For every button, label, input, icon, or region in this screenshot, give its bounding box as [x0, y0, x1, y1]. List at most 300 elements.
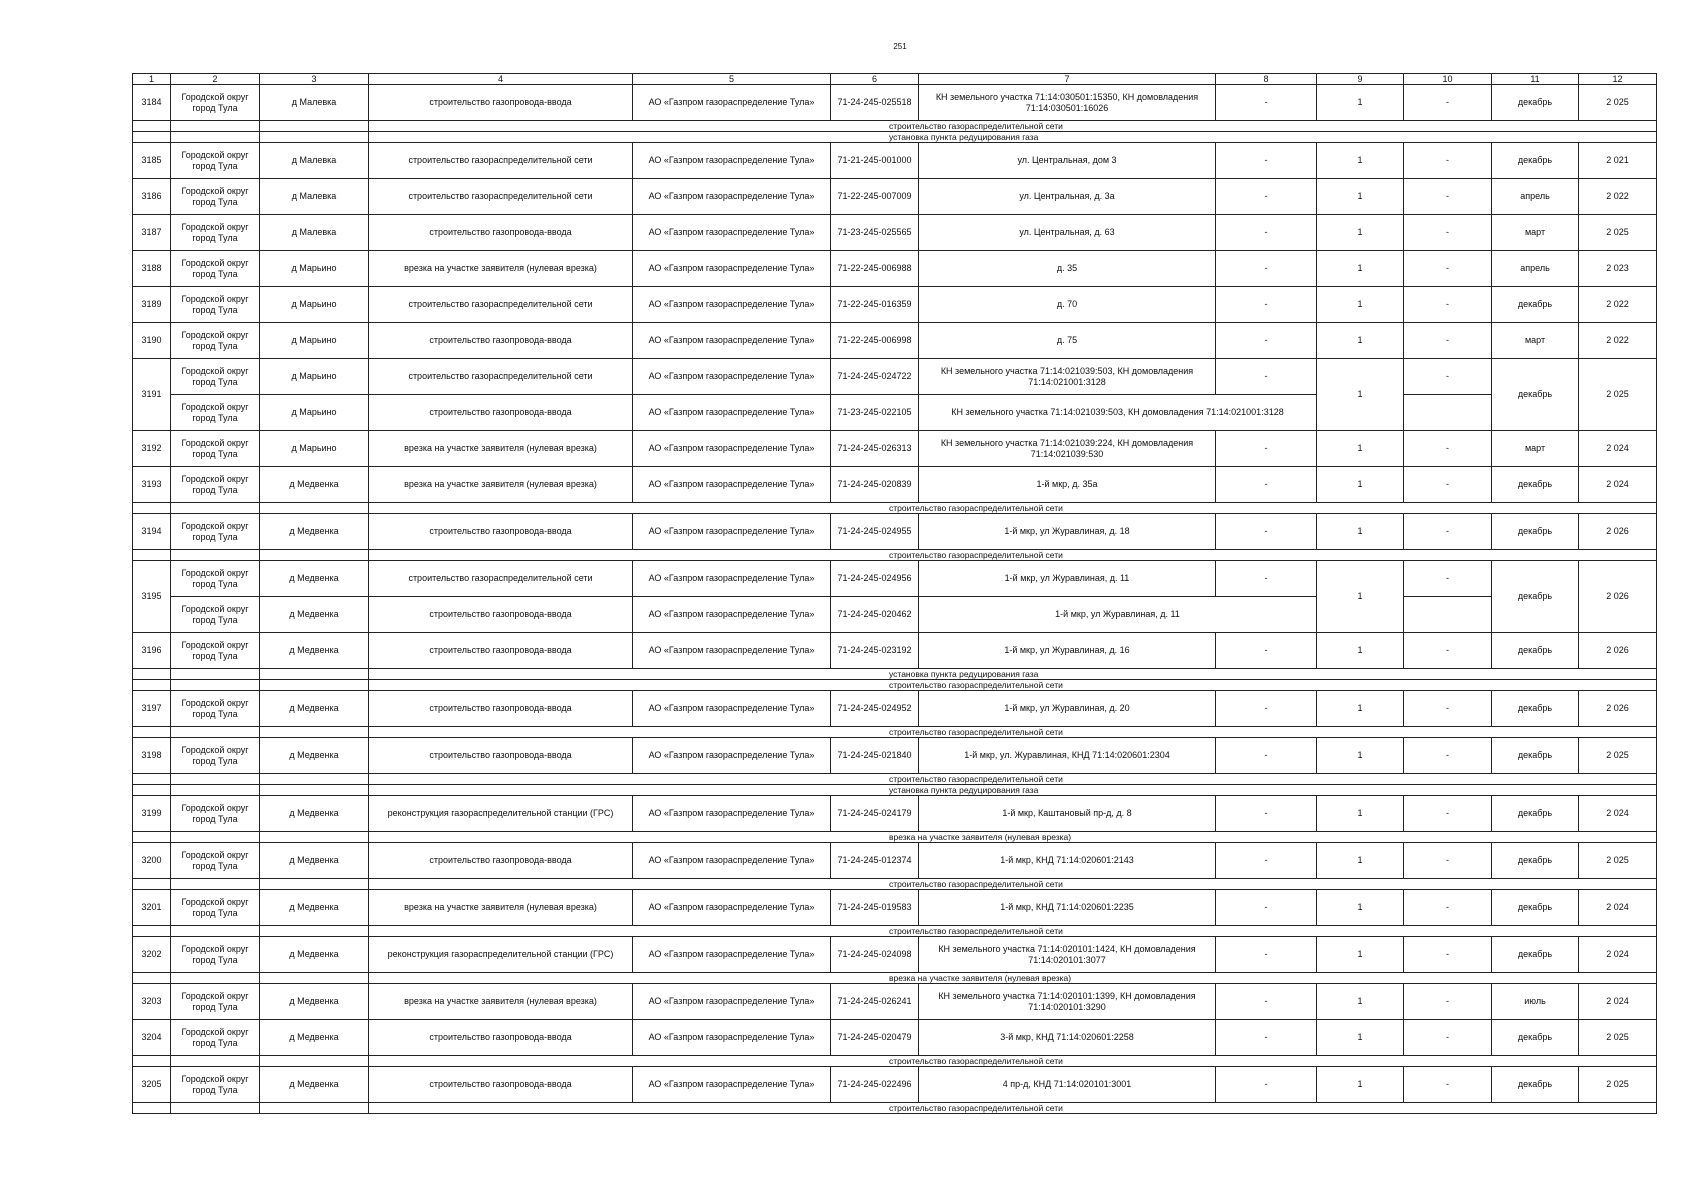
- empty-cell: [133, 503, 171, 514]
- table-cell: декабрь: [1492, 890, 1579, 926]
- empty-cell: [171, 926, 260, 937]
- table-cell: КН земельного участка 71:14:030501:15350, КН домовладения 71:14:030501:16026: [919, 85, 1216, 121]
- table-cell: 2 025: [1579, 1020, 1657, 1056]
- sub-row: [133, 1103, 1657, 1114]
- table-cell: реконструкция газораспределительной станции (ГРС): [369, 796, 633, 832]
- table-row: [133, 937, 1657, 973]
- table-cell: д. 70: [919, 287, 1216, 323]
- sub-row-label: строительство газораспределительной сети: [369, 680, 1657, 691]
- table-row: [133, 287, 1657, 323]
- table-cell: 1-й мкр, Каштановый пр-д, д. 8: [919, 796, 1216, 832]
- table-cell: АО «Газпром газораспределение Тула»: [633, 561, 831, 597]
- table-cell: декабрь: [1492, 843, 1579, 879]
- table-cell: 1: [1317, 843, 1404, 879]
- sub-row: [133, 680, 1657, 691]
- empty-cell: [133, 879, 171, 890]
- table-cell: д Медвенка: [260, 467, 369, 503]
- table-cell: 1-й мкр, ул. Журавлиная, КНД 71:14:020601:2304: [919, 738, 1216, 774]
- data-table: [132, 73, 1657, 1114]
- table-cell: Городской округ город Тула: [171, 1020, 260, 1056]
- table-cell: КН земельного участка 71:14:021039:503, КН домовладения 71:14:021001:3128: [919, 395, 1317, 431]
- empty-cell: [260, 132, 369, 143]
- table-cell: АО «Газпром газораспределение Тула»: [633, 323, 831, 359]
- table-cell: реконструкция газораспределительной станции (ГРС): [369, 937, 633, 973]
- table-cell: 71-23-245-022105: [831, 395, 919, 431]
- sub-row-label: строительство газораспределительной сети: [369, 503, 1657, 514]
- sub-row: [133, 1056, 1657, 1067]
- table-cell: КН земельного участка 71:14:020101:1399, КН домовладения 71:14:020101:3290: [919, 984, 1216, 1020]
- table-cell: декабрь: [1492, 467, 1579, 503]
- table-cell: врезка на участке заявителя (нулевая врезка): [369, 890, 633, 926]
- table-cell: строительство газопровода-ввода: [369, 1067, 633, 1103]
- table-cell: АО «Газпром газораспределение Тула»: [633, 984, 831, 1020]
- table-row: [133, 85, 1657, 121]
- table-cell: д Медвенка: [260, 890, 369, 926]
- column-header: 5: [633, 74, 831, 85]
- table-cell: 2 022: [1579, 323, 1657, 359]
- empty-cell: [260, 727, 369, 738]
- table-cell: 3195: [133, 561, 171, 633]
- table-cell: Городской округ город Тула: [171, 984, 260, 1020]
- table-cell: 1: [1317, 359, 1404, 431]
- table-cell: КН земельного участка 71:14:021039:224, КН домовладения 71:14:021039:530: [919, 431, 1216, 467]
- table-cell: 1: [1317, 691, 1404, 727]
- table-cell: -: [1404, 738, 1492, 774]
- table-cell: строительство газопровода-ввода: [369, 395, 633, 431]
- table-cell: 1: [1317, 561, 1404, 633]
- table-row: [133, 359, 1657, 395]
- table-cell: Городской округ город Тула: [171, 395, 260, 431]
- table-cell: 71-24-245-020839: [831, 467, 919, 503]
- table-cell: 2 025: [1579, 843, 1657, 879]
- table-cell: 71-24-245-024955: [831, 514, 919, 550]
- table-cell: 71-24-245-020479: [831, 1020, 919, 1056]
- table-cell: 3194: [133, 514, 171, 550]
- empty-cell: [171, 121, 260, 132]
- empty-cell: [171, 132, 260, 143]
- table-cell: Городской округ город Тула: [171, 796, 260, 832]
- sub-row: [133, 785, 1657, 796]
- table-cell: 71-24-245-026241: [831, 984, 919, 1020]
- table-cell: апрель: [1492, 179, 1579, 215]
- empty-cell: [133, 1103, 171, 1114]
- empty-cell: [171, 680, 260, 691]
- table-cell: 2 025: [1579, 1067, 1657, 1103]
- empty-cell: [260, 973, 369, 984]
- table-cell: Городской округ город Тула: [171, 843, 260, 879]
- table-cell: ул. Центральная, д. 3а: [919, 179, 1216, 215]
- table-cell: 2 026: [1579, 633, 1657, 669]
- table-cell: декабрь: [1492, 359, 1579, 431]
- table-cell: декабрь: [1492, 143, 1579, 179]
- table-cell: Городской округ город Тула: [171, 738, 260, 774]
- column-header: 11: [1492, 74, 1579, 85]
- table-row: [133, 251, 1657, 287]
- table-cell: 3188: [133, 251, 171, 287]
- table-cell: 2 023: [1579, 251, 1657, 287]
- empty-cell: [260, 774, 369, 785]
- table-cell: декабрь: [1492, 691, 1579, 727]
- table-cell: КН земельного участка 71:14:021039:503, КН домовладения 71:14:021001:3128: [919, 359, 1216, 395]
- table-cell: строительство газопровода-ввода: [369, 843, 633, 879]
- table-cell: Городской округ город Тула: [171, 215, 260, 251]
- table-cell: д Медвенка: [260, 561, 369, 597]
- table-cell: д Медвенка: [260, 738, 369, 774]
- table-cell: д Малевка: [260, 85, 369, 121]
- table-cell: АО «Газпром газораспределение Тула»: [633, 179, 831, 215]
- sub-row-label: врезка на участке заявителя (нулевая врезка): [369, 832, 1657, 843]
- table-cell: -: [1404, 796, 1492, 832]
- sub-row: [133, 132, 1657, 143]
- empty-cell: [260, 926, 369, 937]
- sub-row: [133, 832, 1657, 843]
- table-cell: 3187: [133, 215, 171, 251]
- table-cell: АО «Газпром газораспределение Тула»: [633, 251, 831, 287]
- table-cell: -: [1404, 890, 1492, 926]
- page-number: 251: [893, 42, 907, 51]
- table-row: [133, 323, 1657, 359]
- sub-row: [133, 550, 1657, 561]
- table-cell: 3185: [133, 143, 171, 179]
- empty-cell: [1404, 597, 1492, 633]
- table-cell: -: [1404, 359, 1492, 395]
- table-cell: 1: [1317, 937, 1404, 973]
- empty-cell: [171, 1103, 260, 1114]
- empty-cell: [171, 832, 260, 843]
- table-cell: Городской округ город Тула: [171, 633, 260, 669]
- table-cell: д Медвенка: [260, 1067, 369, 1103]
- sub-row-label: строительство газораспределительной сети: [369, 121, 1657, 132]
- table-cell: 1-й мкр, ул Журавлиная, д. 18: [919, 514, 1216, 550]
- table-row: [133, 395, 1657, 431]
- table-row: [133, 843, 1657, 879]
- table-cell: 2 022: [1579, 287, 1657, 323]
- sub-row-label: строительство газораспределительной сети: [369, 926, 1657, 937]
- table-cell: д Марьино: [260, 251, 369, 287]
- table-cell: -: [1216, 984, 1317, 1020]
- table-cell: 1: [1317, 85, 1404, 121]
- table-cell: 71-24-245-024722: [831, 359, 919, 395]
- table-cell: АО «Газпром газораспределение Тула»: [633, 1020, 831, 1056]
- table-cell: 1: [1317, 1067, 1404, 1103]
- empty-cell: [260, 121, 369, 132]
- table-cell: 1-й мкр, ул Журавлиная, д. 16: [919, 633, 1216, 669]
- table-cell: строительство газораспределительной сети: [369, 179, 633, 215]
- table-cell: строительство газопровода-ввода: [369, 633, 633, 669]
- table-cell: 3204: [133, 1020, 171, 1056]
- table-cell: декабрь: [1492, 1067, 1579, 1103]
- table-cell: -: [1216, 514, 1317, 550]
- empty-cell: [133, 832, 171, 843]
- table-cell: -: [1404, 937, 1492, 973]
- table-row: [133, 796, 1657, 832]
- table-cell: д. 75: [919, 323, 1216, 359]
- table-cell: 3203: [133, 984, 171, 1020]
- table-row: [133, 890, 1657, 926]
- sub-row-label: установка пункта редуцирования газа: [369, 132, 1657, 143]
- table-cell: АО «Газпром газораспределение Тула»: [633, 431, 831, 467]
- table-cell: 71-24-245-024952: [831, 691, 919, 727]
- table-cell: АО «Газпром газораспределение Тула»: [633, 633, 831, 669]
- table-row: [133, 431, 1657, 467]
- table-cell: строительство газораспределительной сети: [369, 143, 633, 179]
- table-cell: декабрь: [1492, 85, 1579, 121]
- table-cell: -: [1404, 431, 1492, 467]
- table-cell: Городской округ город Тула: [171, 561, 260, 597]
- table-cell: -: [1404, 287, 1492, 323]
- table-cell: 71-21-245-001000: [831, 143, 919, 179]
- empty-cell: [171, 774, 260, 785]
- table-cell: 1: [1317, 1020, 1404, 1056]
- table-cell: строительство газопровода-ввода: [369, 85, 633, 121]
- table-cell: строительство газопровода-ввода: [369, 215, 633, 251]
- table-cell: 3190: [133, 323, 171, 359]
- table-cell: АО «Газпром газораспределение Тула»: [633, 843, 831, 879]
- empty-cell: [171, 973, 260, 984]
- empty-cell: [171, 785, 260, 796]
- table-cell: 1: [1317, 287, 1404, 323]
- table-cell: 1: [1317, 890, 1404, 926]
- table-cell: д Марьино: [260, 359, 369, 395]
- sub-row: [133, 774, 1657, 785]
- empty-cell: [133, 1056, 171, 1067]
- table-cell: врезка на участке заявителя (нулевая врезка): [369, 251, 633, 287]
- column-header: 7: [919, 74, 1216, 85]
- empty-cell: [260, 669, 369, 680]
- table-row: [133, 179, 1657, 215]
- empty-cell: [260, 680, 369, 691]
- table-cell: Городской округ город Тула: [171, 514, 260, 550]
- table-cell: 2 024: [1579, 890, 1657, 926]
- table-cell: -: [1404, 843, 1492, 879]
- table-row: [133, 633, 1657, 669]
- table-cell: Городской округ город Тула: [171, 691, 260, 727]
- table-cell: -: [1404, 467, 1492, 503]
- table-cell: строительство газопровода-ввода: [369, 738, 633, 774]
- table-cell: АО «Газпром газораспределение Тула»: [633, 359, 831, 395]
- table-cell: Городской округ город Тула: [171, 359, 260, 395]
- table-cell: -: [1216, 1067, 1317, 1103]
- sub-row: [133, 669, 1657, 680]
- empty-cell: [171, 503, 260, 514]
- table-cell: 1: [1317, 143, 1404, 179]
- table-cell: 1: [1317, 796, 1404, 832]
- table-cell: 2 024: [1579, 431, 1657, 467]
- table-cell: 2 025: [1579, 359, 1657, 431]
- table-cell: Городской округ город Тула: [171, 1067, 260, 1103]
- table-cell: 3192: [133, 431, 171, 467]
- sub-row: [133, 727, 1657, 738]
- table-cell: 71-22-245-006988: [831, 251, 919, 287]
- table-cell: 3201: [133, 890, 171, 926]
- sub-row-label: установка пункта редуцирования газа: [369, 669, 1657, 680]
- table-row: [133, 514, 1657, 550]
- table-cell: -: [1404, 1020, 1492, 1056]
- table-cell: Городской округ город Тула: [171, 251, 260, 287]
- table-row: [133, 691, 1657, 727]
- table-cell: 4 пр-д, КНД 71:14:020101:3001: [919, 1067, 1216, 1103]
- table-cell: 2 025: [1579, 738, 1657, 774]
- table-cell: 3202: [133, 937, 171, 973]
- table-cell: АО «Газпром газораспределение Тула»: [633, 514, 831, 550]
- table-cell: -: [1216, 691, 1317, 727]
- table-cell: -: [1404, 691, 1492, 727]
- table-cell: -: [1404, 143, 1492, 179]
- table-cell: д Медвенка: [260, 597, 369, 633]
- table-cell: 2 026: [1579, 691, 1657, 727]
- table-row: [133, 597, 1657, 633]
- table-cell: Городской округ город Тула: [171, 85, 260, 121]
- table-cell: 2 025: [1579, 85, 1657, 121]
- table-cell: 3186: [133, 179, 171, 215]
- table-cell: 1: [1317, 215, 1404, 251]
- table-cell: 3189: [133, 287, 171, 323]
- table-cell: -: [1404, 984, 1492, 1020]
- table-cell: декабрь: [1492, 561, 1579, 633]
- table-cell: 1-й мкр, ул Журавлиная, д. 11: [919, 561, 1216, 597]
- table-cell: 2 022: [1579, 179, 1657, 215]
- column-header: 10: [1404, 74, 1492, 85]
- column-header: 12: [1579, 74, 1657, 85]
- table-cell: АО «Газпром газораспределение Тула»: [633, 287, 831, 323]
- table-cell: 71-24-245-020462: [831, 597, 919, 633]
- table-cell: декабрь: [1492, 514, 1579, 550]
- table-cell: -: [1216, 843, 1317, 879]
- table-cell: д Марьино: [260, 287, 369, 323]
- empty-cell: [133, 680, 171, 691]
- table-cell: -: [1216, 323, 1317, 359]
- empty-cell: [133, 973, 171, 984]
- table-cell: АО «Газпром газораспределение Тула»: [633, 691, 831, 727]
- table-cell: 1: [1317, 323, 1404, 359]
- table-cell: 1: [1317, 984, 1404, 1020]
- sub-row-label: строительство газораспределительной сети: [369, 550, 1657, 561]
- table-row: [133, 143, 1657, 179]
- table-cell: 2 026: [1579, 514, 1657, 550]
- table-cell: -: [1216, 143, 1317, 179]
- table-cell: -: [1404, 251, 1492, 287]
- table-cell: строительство газопровода-ввода: [369, 597, 633, 633]
- table-cell: д Медвенка: [260, 796, 369, 832]
- table-cell: АО «Газпром газораспределение Тула»: [633, 1067, 831, 1103]
- empty-cell: [171, 669, 260, 680]
- table-cell: д Медвенка: [260, 984, 369, 1020]
- table-cell: 1-й мкр, КНД 71:14:020601:2143: [919, 843, 1216, 879]
- table-cell: д Марьино: [260, 323, 369, 359]
- table-header-row: [133, 74, 1657, 85]
- table-cell: д Медвенка: [260, 514, 369, 550]
- table-cell: -: [1216, 287, 1317, 323]
- empty-cell: [260, 879, 369, 890]
- table-cell: строительство газопровода-ввода: [369, 514, 633, 550]
- table-cell: 3196: [133, 633, 171, 669]
- table-cell: -: [1216, 796, 1317, 832]
- table-cell: 71-24-245-023192: [831, 633, 919, 669]
- table-cell: АО «Газпром газораспределение Тула»: [633, 738, 831, 774]
- table-cell: март: [1492, 431, 1579, 467]
- table-row: [133, 1020, 1657, 1056]
- table-cell: -: [1404, 85, 1492, 121]
- sub-row-label: врезка на участке заявителя (нулевая врезка): [369, 973, 1657, 984]
- table-cell: АО «Газпром газораспределение Тула»: [633, 143, 831, 179]
- table-cell: 1: [1317, 251, 1404, 287]
- table-cell: строительство газораспределительной сети: [369, 359, 633, 395]
- table-cell: д Малевка: [260, 143, 369, 179]
- table-cell: -: [1216, 431, 1317, 467]
- column-header: 4: [369, 74, 633, 85]
- table-cell: АО «Газпром газораспределение Тула»: [633, 796, 831, 832]
- table-cell: 3200: [133, 843, 171, 879]
- table-cell: 71-24-245-022496: [831, 1067, 919, 1103]
- table-cell: 2 024: [1579, 467, 1657, 503]
- table-cell: строительство газораспределительной сети: [369, 287, 633, 323]
- table-cell: 3197: [133, 691, 171, 727]
- table-cell: врезка на участке заявителя (нулевая врезка): [369, 984, 633, 1020]
- table-row: [133, 467, 1657, 503]
- table-row: [133, 984, 1657, 1020]
- table-cell: АО «Газпром газораспределение Тула»: [633, 937, 831, 973]
- table-cell: 2 024: [1579, 984, 1657, 1020]
- table-cell: -: [1216, 215, 1317, 251]
- table-cell: врезка на участке заявителя (нулевая врезка): [369, 467, 633, 503]
- table-cell: КН земельного участка 71:14:020101:1424, КН домовладения 71:14:020101:3077: [919, 937, 1216, 973]
- table-cell: -: [1216, 251, 1317, 287]
- empty-cell: [171, 879, 260, 890]
- table-cell: 3199: [133, 796, 171, 832]
- column-header: 8: [1216, 74, 1317, 85]
- empty-cell: [133, 926, 171, 937]
- table-cell: 2 025: [1579, 215, 1657, 251]
- table-cell: 2 021: [1579, 143, 1657, 179]
- table-cell: 3191: [133, 359, 171, 431]
- table-cell: АО «Газпром газораспределение Тула»: [633, 215, 831, 251]
- empty-cell: [133, 774, 171, 785]
- sub-row: [133, 503, 1657, 514]
- table-cell: д Марьино: [260, 431, 369, 467]
- table-cell: 3205: [133, 1067, 171, 1103]
- table-cell: д Малевка: [260, 179, 369, 215]
- sub-row-label: строительство газораспределительной сети: [369, 1056, 1657, 1067]
- table-cell: АО «Газпром газораспределение Тула»: [633, 395, 831, 431]
- table-cell: д Марьино: [260, 395, 369, 431]
- table-cell: д Медвенка: [260, 843, 369, 879]
- table-cell: АО «Газпром газораспределение Тула»: [633, 890, 831, 926]
- empty-cell: [260, 550, 369, 561]
- table-cell: -: [1404, 323, 1492, 359]
- empty-cell: [133, 132, 171, 143]
- table-cell: д Малевка: [260, 215, 369, 251]
- sub-row-label: установка пункта редуцирования газа: [369, 785, 1657, 796]
- table-cell: Городской округ город Тула: [171, 179, 260, 215]
- empty-cell: [171, 1056, 260, 1067]
- table-cell: декабрь: [1492, 937, 1579, 973]
- table-cell: строительство газораспределительной сети: [369, 561, 633, 597]
- table-cell: д Медвенка: [260, 633, 369, 669]
- table-cell: д Медвенка: [260, 1020, 369, 1056]
- sub-row-label: строительство газораспределительной сети: [369, 774, 1657, 785]
- sub-row-label: строительство газораспределительной сети: [369, 727, 1657, 738]
- table-row: [133, 1067, 1657, 1103]
- table-cell: ул. Центральная, дом 3: [919, 143, 1216, 179]
- sub-row: [133, 973, 1657, 984]
- table-cell: 1: [1317, 467, 1404, 503]
- table-row: [133, 738, 1657, 774]
- table-cell: Городской округ город Тула: [171, 143, 260, 179]
- table-cell: 1-й мкр, ул Журавлиная, д. 20: [919, 691, 1216, 727]
- table-row: [133, 561, 1657, 597]
- table-cell: -: [1404, 1067, 1492, 1103]
- empty-cell: [171, 550, 260, 561]
